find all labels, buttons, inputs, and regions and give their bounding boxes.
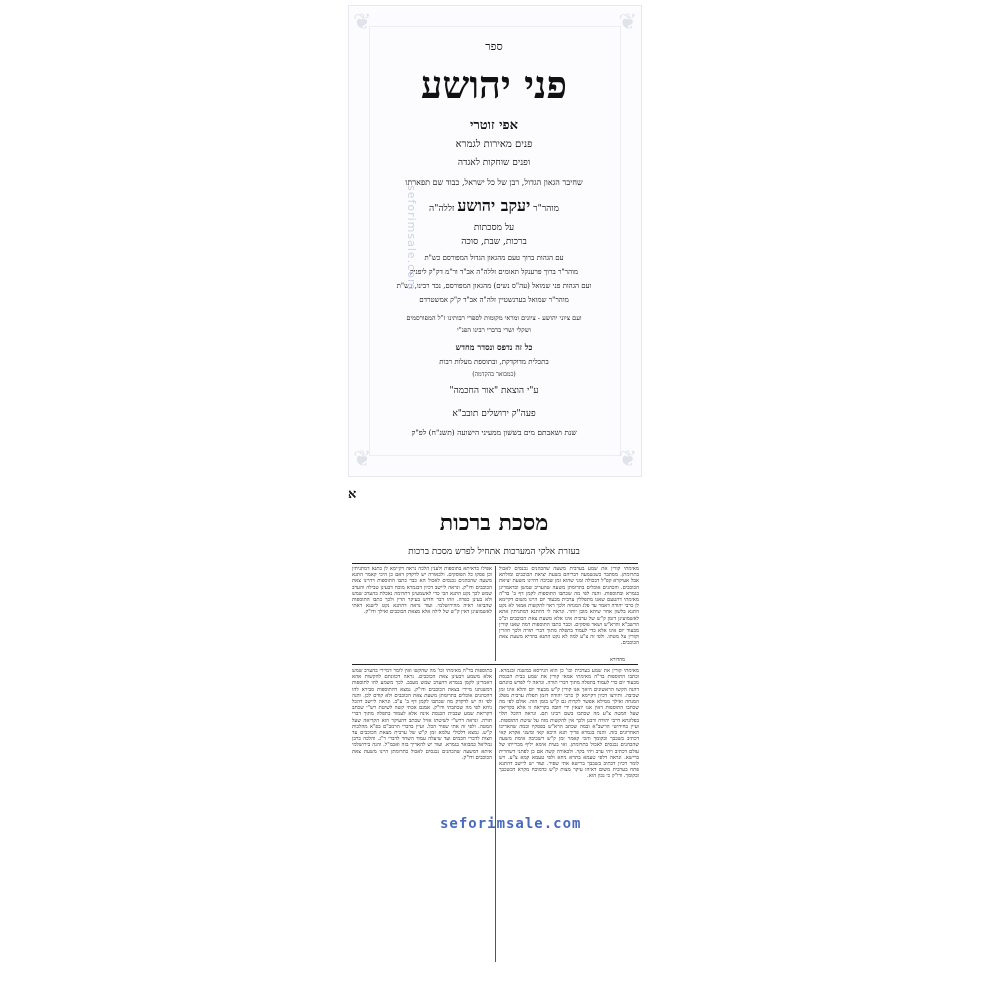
al-label: על מסכתות (473, 223, 515, 233)
vertical-watermark: seforimsale.com (405, 185, 418, 291)
author-prefix: מוהר"ר (533, 204, 559, 214)
divider (352, 563, 638, 564)
author-suffix: זללה"ה (429, 204, 455, 214)
notes-line-5: ועם ציוני יהושע - ציונים ומראי מקומות לספרי רבותינו ז"ל המפורסמים (406, 314, 582, 322)
author-name: יעקב יהושע (457, 196, 531, 215)
text-column-left-bottom: בתוספות בד"ה מאימתי וכו' מה שהקשו ואין לומר דמיירי בהערב שמש אלא משמע דבעינן צאת הכוכבים. נראה דכוונתם להקשות אהא דאמרינן לקמן בגמרא דהערב שמש מעכב. לכך משמע להו לתוספות דמשנתנו מיירי בצאת הכוכבים ודו"ק. נמצא דהתוספות סבירא להו דהכהנים אוכלים בתרומתן משעת צאת הכוכבים ולא קודם לכן. והנה לפי זה יש לדקדק מה שכתבו לקמן דף ב' ע"ב. ונראה ליישב דהכל ניחא לפי מה שכתבתי ודו"ק. אמנם אכתי קשה לשיטת רש"י שכתב דקריאת שמע שבבית הכנסת אינה אלא לעמוד בתפלה מתוך דברי תורה. ונראה דרש"י לשיטתו אזיל שכתב דהעיקר הוא הקריאה שעל המטה. ולפי זה אתי שפיר הכל. ועיין בדברי הרמב"ם בפ"א מהלכות ק"ש. נמצא דלכולי עלמא זמן ק"ש של ערבית מצאת הכוכבים עד חצות לדברי חכמים ועד שיעלה עמוד השחר לדברי ר"ג. והלכה כרבן גמליאל כמבואר בגמרא. ועוד יש להאריך בזה ואכמ"ל. והנה בירושלמי איתא דמשעה שהכהנים נכנסים לאכול בתרומתן היינו משעת צאת הכוכבים ודו"ק. (352, 668, 492, 761)
text-column-left-top: אפילו כדאיתא בתוספות ולענין הלכה נראה דקיימא לן כתנא דמתניתין וכן פסקו כל הפוסקים. ולכאורה יש לדקדק דאם כן היכי קאמר התנא משעה שהכהנים נכנסים לאכול הא כבר כתבו התוספות דהיינו צאת הכוכבים ודו"ק. ונראה ליישב דכיון דבגמרא מוכח דבעינן טבילה והערב שמש לכך נקט התנא הכי כדי לאשמעינן דתרומה נאכלת בהערב שמש ולא בעינן כפרה. וזהו דבר חדוש בעיקר הדין ולכך כתבו התוספות שהביאו ראיה מהירושלמי. ועוד נראה דהתנא נקט לישנא דאתי לאשמועינן דאין ק"ש של לילה אלא מצאת הכוכבים ואילך ודו"ק. (352, 566, 492, 616)
divider (352, 664, 638, 665)
title-line-2: ופנים שוחקות לאגדה (457, 158, 531, 168)
notes-line-2: מוהר"ר ברוך פרענקל תאומים זללה"ה אב"ד ור"מ דק"ק ליפניק (409, 268, 579, 276)
title-line-3: שחיבר הגאון הגדול, רבן של כל ישראל, כבוד שם תפארתו (405, 178, 583, 187)
notes-line-4: מוהר"ר שמואל בערנשטיין זלה"ה אב"ד ק"ק אמשטרדם (419, 296, 569, 304)
column-rule (495, 668, 496, 962)
tractates: ברכות, שבת, סוכה (461, 237, 527, 247)
year-line: שנת ושאבתם מים בששון ממעיני הישועה (תשנ"ח) לפ"ק (411, 428, 577, 437)
opening-line: בעזרת אלקי המערכות אתחיל לפרש מסכת ברכות (408, 547, 580, 557)
column-rule (495, 566, 496, 661)
subtitle: אפי זוטרי (470, 118, 518, 133)
page-letter: א (348, 487, 357, 502)
publisher: ע"י הוצאת "אור החכמה" (449, 386, 539, 396)
sefer-label: ספר (485, 40, 503, 53)
author-line (348, 196, 640, 216)
ornament-icon: ❦ (618, 447, 637, 472)
ornament-icon: ❦ (353, 10, 372, 35)
notes-line-7: כל זה נדפס ונסדר מחדש (455, 342, 533, 352)
title-line-1: פנים מאירות לגמרא (455, 139, 533, 150)
notes-line-6: ושקלי ושרי בדברי רבינו הפנ"י (457, 326, 531, 334)
ornament-icon: ❦ (353, 447, 372, 472)
text-column-right-bottom: מאימתי קורין את שמע בערבית וכו' כן הוא הגירסא במשנה ובגמרא. וכתבו התוספות בד"ה מאימתי אמאי קורין את שמע בבית הכנסת מבעוד יום כדי לעמוד בתפלה מתוך דברי תורה. ונראה לי לפרש כוונתם דהנה הקשו הראשונים היאך אנו קורין ק"ש מבעוד יום והלא אינו זמן שכיבה. ותירצו דכיון דקיימא לן כרבי יהודה דזמן תפלת ערבית מפלג המנחה ואילך ממילא אפשר לקרות גם ק"ש בזמן הזה. אולם לפי מה שכתבו התוספות דאין אנו יוצאין ידי חובה בקריאה זו אלא בקריאה שעל המטה צ"ע מה שכתבו בשם רבינו תם. ונראה דהכל תלוי בפלוגתא דרבי יהודה ורבנן ולכך אין להקשות מזה על שיטת התוספות. ועיין בחידושי הרשב"א ובמה שכתב הרא"ש בפסקיו ובמה שהאריכו האחרונים בזה. והנה בגמרא פריך תנא היכא קאי ומשני אקרא קאי דכתיב בשכבך ובקומך והכי קאמר זמן ק"ש דשכיבה אימת משעה שהכהנים נכנסים לאכול בתרומתן. ואי בעית אימא יליף מברייתו של עולם דכתיב ויהי ערב ויהי בקר. ולכאורה קשה אם כן לפתני דשחרית ברישא. ונראה דלפי טעמא בתרא ניחא ולפי טעמא קמא צ"ע. ויש לומר דכיון דכתיב בשכבך ברישא אתי שפיר. ועוד יש ליישב דהתנא פתח בערבית משום דאיהו עיקר מצות ק"ש כדמוכח מקרא דבשכבך ובקומך. ודו"ק כי נכון הוא. (499, 668, 639, 780)
notes-line-3: ועם הגהות פני שמואל (עה"ס נשים) מהגאון המפורסם, נכד רבינו, כש"ת (396, 282, 592, 290)
tractate-title: מסכת ברכות (439, 510, 549, 536)
watermark: seforimsale.com (440, 816, 582, 832)
notes-line-8: בתכלית מדוקדקת, ובתוספת מעלות רבות (439, 358, 549, 366)
section-label: מהדורא (610, 657, 625, 663)
notes-line-9: (כמבואר בהקדמה) (472, 371, 516, 378)
notes-line-1: עם הגהות ברוך טעם מהגאון הגדול המפורסם כש"ת (424, 254, 564, 262)
place: פעה"ק ירושלים תובב"א (452, 409, 536, 419)
ornament-icon: ❦ (618, 10, 637, 35)
main-title: פני יהושע (420, 62, 568, 107)
text-column-right-top: מאימתי קורין את שמע בערבית משעה שהכהנים נכנסים לאכול בתרומתן. מסתבר כשנשמעה דבריהם בשעת יציאת הכוכבים ומולתא אבל אעיקרא קפ"ל דבכולה זמני שהוא זמן שכיבה דהיינו משעת יציאת הכוכבים. והכהנים אוכלים בתרומתן משעה שהעריב שמשן וכדאמרינן בגמרא ובתוספות. והנה לפי מה שכתבו התוספות לקמן דף ב' בד"ה מאימתי דהטעם שאנו מתפללין ערבית מבעוד יום היינו משום דקיימא לן כרבי יהודה דאמר עד פלג המנחה ולכך ראוי להקשות אמאי לא נקט התנא בלשון אחר שיהא מובן יותר. ונראה לי דהתנא דמתניתין אתא לאשמועינן דזמן ק"ש של ערבית אינו אלא משעת צאת הכוכבים וכ"כ הרשב"א והרא"ש ושאר פוסקים. וכבר כתבו התוספות דמה שאנו קורין מבעוד יום אינו אלא כדי לעמוד בתפלה מתוך דברי תורה ולכך חוזרין וקורין על מטתו. ולפי זה צ"ע למה לא נקט התנא בהדיא משעת צאת הכוכבים. (499, 566, 639, 647)
